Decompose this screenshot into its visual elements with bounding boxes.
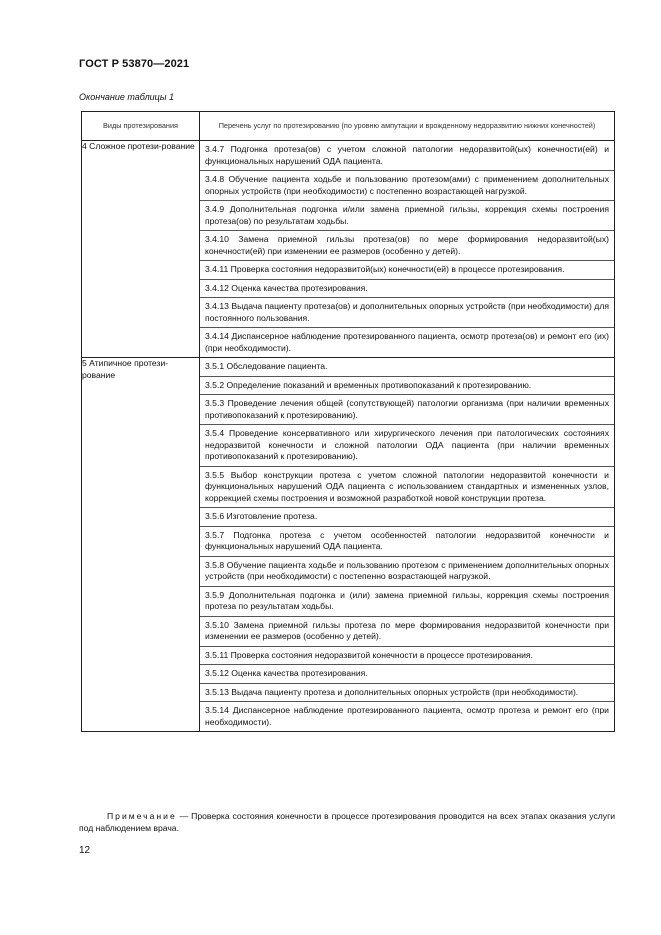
services-cell bbox=[200, 358, 615, 732]
table-row bbox=[82, 141, 615, 358]
category-cell: 5 Атипичное протези-рование bbox=[82, 358, 200, 732]
service-item: 3.4.13 Выдача пациенту протеза(ов) и дополнительных опорных устройств (при необходимости) для постоянного пользования. bbox=[200, 298, 614, 328]
note-label: Примечание bbox=[107, 811, 177, 821]
service-item: 3.4.14 Диспансерное наблюдение протезированного пациента, осмотр протеза(ов) и ремонт его (их) (при необходимости). bbox=[205, 331, 609, 353]
service-item: 3.5.2 Определение показаний и временных противопоказаний к протезированию. bbox=[200, 377, 614, 396]
table-note bbox=[79, 810, 615, 834]
service-item: 3.5.9 Дополнительная подгонка и (или) замена приемной гильзы, коррекция схемы построения протеза по результатам ходьбы. bbox=[200, 587, 614, 617]
service-item: 3.5.1 Обследование пациента. bbox=[200, 358, 614, 377]
service-item: 3.5.12 Оценка качества протезирования. bbox=[200, 665, 614, 684]
table-caption: Окончание таблицы 1 bbox=[79, 92, 174, 102]
service-item: 3.5.13 Выдача пациенту протеза и дополнительных опорных устройств (при необходимости). bbox=[200, 684, 614, 703]
service-item: 3.5.10 Замена приемной гильзы протеза по мере формирования недоразвитой конечности при изменении ее размеров (особенно у детей). bbox=[200, 617, 614, 647]
service-item: 3.5.4 Проведение консервативного или хирургического лечения при патологических состояниях недоразвитой конечности и сложной патологии ОДА пациента (при наличии временных противопоказаний к протезированию). bbox=[200, 425, 614, 467]
service-item: 3.5.6 Изготовление протеза. bbox=[200, 508, 614, 527]
service-item: 3.4.12 Оценка качества протезирования. bbox=[200, 280, 614, 299]
service-item: 3.5.11 Проверка состояния недоразвитой конечности в процессе протезирования. bbox=[200, 647, 614, 666]
service-item: 3.4.10 Замена приемной гильзы протеза(ов) по мере формирования недоразвитой(ых) конечности(ей) при изменении ее размеров (особенно у детей). bbox=[200, 231, 614, 261]
service-item: 3.5.14 Диспансерное наблюдение протезированного пациента, осмотр протеза и ремонт его (при необходимости). bbox=[205, 705, 609, 727]
page-number: 12 bbox=[79, 845, 91, 856]
table-header-row bbox=[82, 112, 615, 141]
service-item: 3.5.8 Обучение пациента ходьбе и пользованию протезом с применением дополнительных опорных устройств (при необходимости) с постепенно возрастающей нагрузкой. bbox=[200, 557, 614, 587]
service-item: 3.4.8 Обучение пациента ходьбе и пользованию протезом(ами) с применением дополнительных опорных устройств (при необходимости) с постепенно возрастающей нагрузкой. bbox=[200, 171, 614, 201]
services-table bbox=[81, 111, 615, 732]
col-header-kind: Виды протезирования bbox=[82, 112, 200, 141]
service-item: 3.4.9 Дополнительная подгонка и/или замена приемной гильзы, коррекция схемы построения протеза(ов) по результатам ходьбы. bbox=[200, 201, 614, 231]
table-row bbox=[82, 358, 615, 732]
category-cell: 4 Сложное протези-рование bbox=[82, 141, 200, 358]
service-item: 3.4.7 Подгонка протеза(ов) с учетом сложной патологии недоразвитой(ых) конечности(ей) и функциональных нарушений ОДА пациента. bbox=[200, 141, 614, 171]
note-text: — Проверка состояния конечности в процессе протезирования проводится на всех этапах оказания услуги под наблюдением врача. bbox=[79, 811, 615, 833]
service-item: 3.4.11 Проверка состояния недоразвитой(ых) конечности(ей) в процессе протезирования. bbox=[200, 261, 614, 280]
service-item: 3.5.3 Проведение лечения общей (сопутствующей) патологии организма (при наличии временных противопоказаний к протезированию). bbox=[200, 395, 614, 425]
standard-number: ГОСТ Р 53870—2021 bbox=[79, 58, 190, 70]
service-item: 3.5.7 Подгонка протеза с учетом особенностей патологии недоразвитой конечности и функциональных нарушений ОДА пациента. bbox=[200, 527, 614, 557]
col-header-services: Перечень услуг по протезированию (по уровню ампутации и врожденному недоразвитию нижних конечностей) bbox=[200, 112, 615, 141]
services-cell bbox=[200, 141, 615, 358]
service-item: 3.5.5 Выбор конструкции протеза с учетом сложной патологии недоразвитой конечности и функциональных нарушений ОДА пациента с использованием стандартных и измененных узлов, коррекцией схемы построения и возможной разработкой новой конструкции протеза. bbox=[200, 467, 614, 509]
